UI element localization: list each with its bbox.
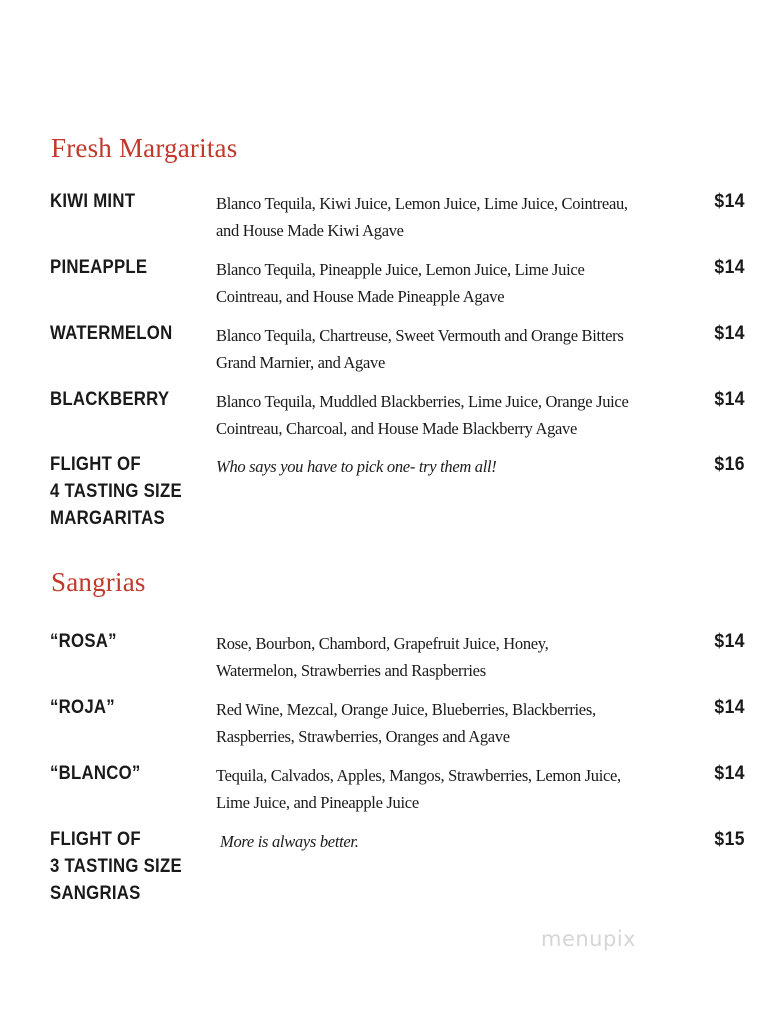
section-title-margaritas: Fresh Margaritas	[51, 133, 238, 163]
item-name: KIWI MINT	[50, 190, 136, 212]
item-description: Blanco Tequila, Pineapple Juice, Lemon Juice, Lime Juice Cointreau, and House Made Pineapple Agave	[216, 260, 585, 306]
item-name: FLIGHT OF 3 TASTING SIZE SANGRIAS	[50, 828, 182, 904]
item-price: $15	[714, 828, 745, 850]
menupix-watermark: menupix	[541, 927, 637, 951]
item-price: $14	[714, 322, 745, 344]
item-description: More is always better.	[220, 832, 359, 851]
item-name: “ROSA”	[50, 630, 117, 652]
item-name: “BLANCO”	[50, 762, 141, 784]
section-title-sangrias: Sangrias	[51, 567, 146, 597]
item-price: $14	[714, 256, 745, 278]
item-description: Blanco Tequila, Muddled Blackberries, Lime Juice, Orange Juice Cointreau, Charcoal, and House Made Blackberry Agave	[216, 392, 629, 438]
item-description: Tequila, Calvados, Apples, Mangos, Strawberries, Lemon Juice, Lime Juice, and Pineapple Juice	[216, 766, 621, 812]
item-description: Blanco Tequila, Kiwi Juice, Lemon Juice, Lime Juice, Cointreau, and House Made Kiwi Agave	[216, 194, 628, 240]
item-description: Who says you have to pick one- try them all!	[216, 457, 497, 476]
item-name: PINEAPPLE	[50, 256, 148, 278]
item-price: $14	[714, 388, 745, 410]
item-description: Rose, Bourbon, Chambord, Grapefruit Juice, Honey, Watermelon, Strawberries and Raspberries	[216, 634, 549, 680]
item-price: $14	[714, 630, 745, 652]
item-name: BLACKBERRY	[50, 388, 170, 410]
item-price: $14	[714, 190, 745, 212]
item-description: Blanco Tequila, Chartreuse, Sweet Vermouth and Orange Bitters Grand Marnier, and Agave	[216, 326, 624, 372]
item-name: “ROJA”	[50, 696, 115, 718]
item-name: WATERMELON	[50, 322, 173, 344]
item-description: Red Wine, Mezcal, Orange Juice, Blueberries, Blackberries, Raspberries, Strawberries, Oranges and Agave	[216, 700, 596, 746]
item-price: $16	[714, 453, 745, 475]
item-price: $14	[714, 696, 745, 718]
item-name: FLIGHT OF 4 TASTING SIZE MARGARITAS	[50, 453, 182, 529]
item-price: $14	[714, 762, 745, 784]
